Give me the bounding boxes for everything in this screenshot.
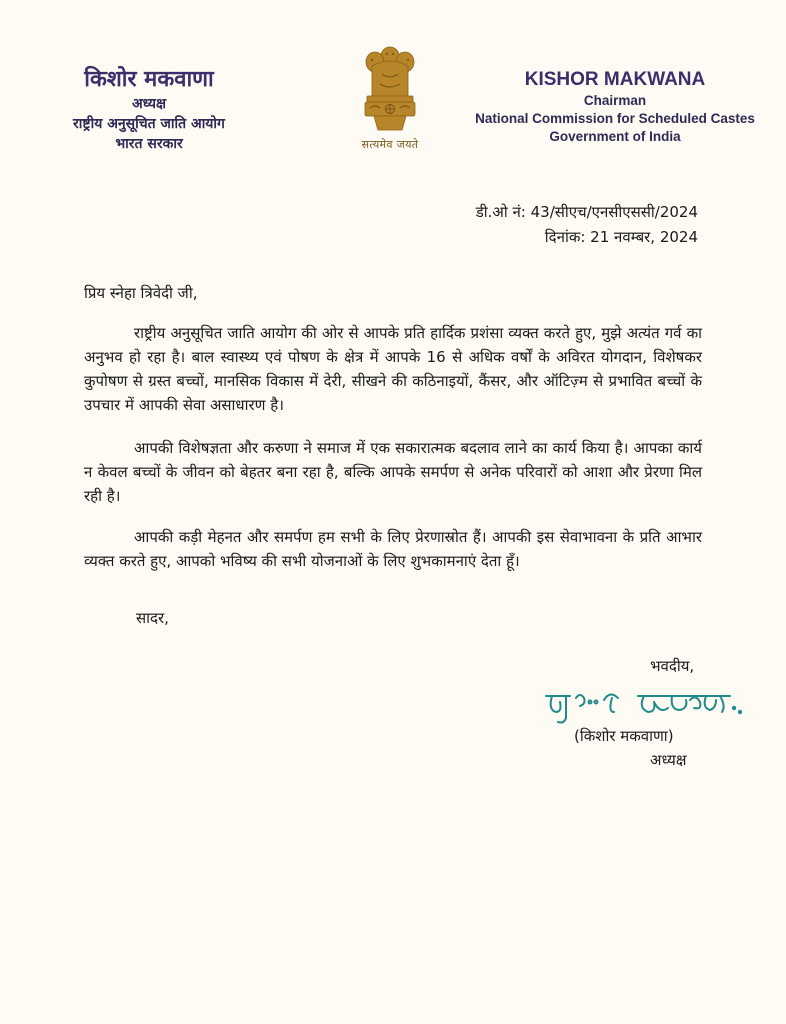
national-emblem: [350, 44, 430, 154]
ashoka-emblem-icon: [358, 44, 422, 136]
body-paragraph-3: आपकी कड़ी मेहनत और समर्पण हम सभी के लिए प्रेरणास्रोत हैं। आपकी इस सेवाभावना के प्रति आभार व्यक्त करते हुए, आपको भविष्य की सभी योजनाओं के लिए शुभकामनाएं देता हूँ।: [84, 528, 702, 570]
salutation: प्रिय स्नेहा त्रिवेदी जी,: [84, 284, 198, 302]
letterhead-english: [470, 68, 760, 146]
organization-hindi: राष्ट्रीय अनुसूचित जाति आयोग: [73, 116, 225, 132]
letterhead-hindi: [44, 66, 254, 154]
designation-english: Chairman: [583, 93, 647, 108]
chairman-name-hindi: किशोर मकवाणा: [84, 67, 214, 92]
government-english: Government of India: [549, 129, 681, 144]
body-paragraph-2: आपकी विशेषज्ञता और करुणा ने समाज में एक सकारात्मक बदलाव लाने का कार्य किया है। आपका कार्य न केवल बच्चों के जीवन को बेहतर बना रहा है, बल्कि आपके समर्पण से अनेक परिवारों को आशा और प्रेरणा मिल रही है।: [84, 439, 702, 505]
emblem-motto: सत्यमेव जयते: [361, 138, 419, 151]
reference-block: [476, 200, 698, 250]
closing: सादर,: [136, 609, 169, 627]
signatory-designation: अध्यक्ष: [650, 751, 687, 769]
government-hindi: भारत सरकार: [115, 136, 183, 152]
chairman-name-english: KISHOR MAKWANA: [524, 69, 706, 90]
handwritten-signature: [540, 678, 750, 728]
do-number: डी.ओ नं: 43/सीएच/एनसीएससी/2024: [475, 203, 698, 221]
yours-faithfully: भवदीय,: [650, 657, 695, 675]
signatory-name: (किशोर मकवाणा): [574, 727, 674, 745]
organization-english: National Commission for Scheduled Castes: [475, 111, 755, 126]
designation-hindi: अध्यक्ष: [131, 96, 167, 112]
body-paragraph-1: राष्ट्रीय अनुसूचित जाति आयोग की ओर से आपके प्रति हार्दिक प्रशंसा व्यक्त करते हुए, मुझे अत्यंत गर्व का अनुभव हो रहा है। बाल स्वास्थ्य एवं पोषण के क्षेत्र में आपके 16 से अधिक वर्षों के अविरत योगदान, विशेषकर कुपोषण से ग्रस्त बच्चों, मानसिक विकास में देरी, सीखने की कठिनाइयों, कैंसर, और ऑटिज़्म से प्रभावित बच्चों के उपचार में आपकी सेवा असाधारण है।: [84, 324, 702, 414]
letter-date: दिनांक: 21 नवम्बर, 2024: [544, 228, 698, 246]
